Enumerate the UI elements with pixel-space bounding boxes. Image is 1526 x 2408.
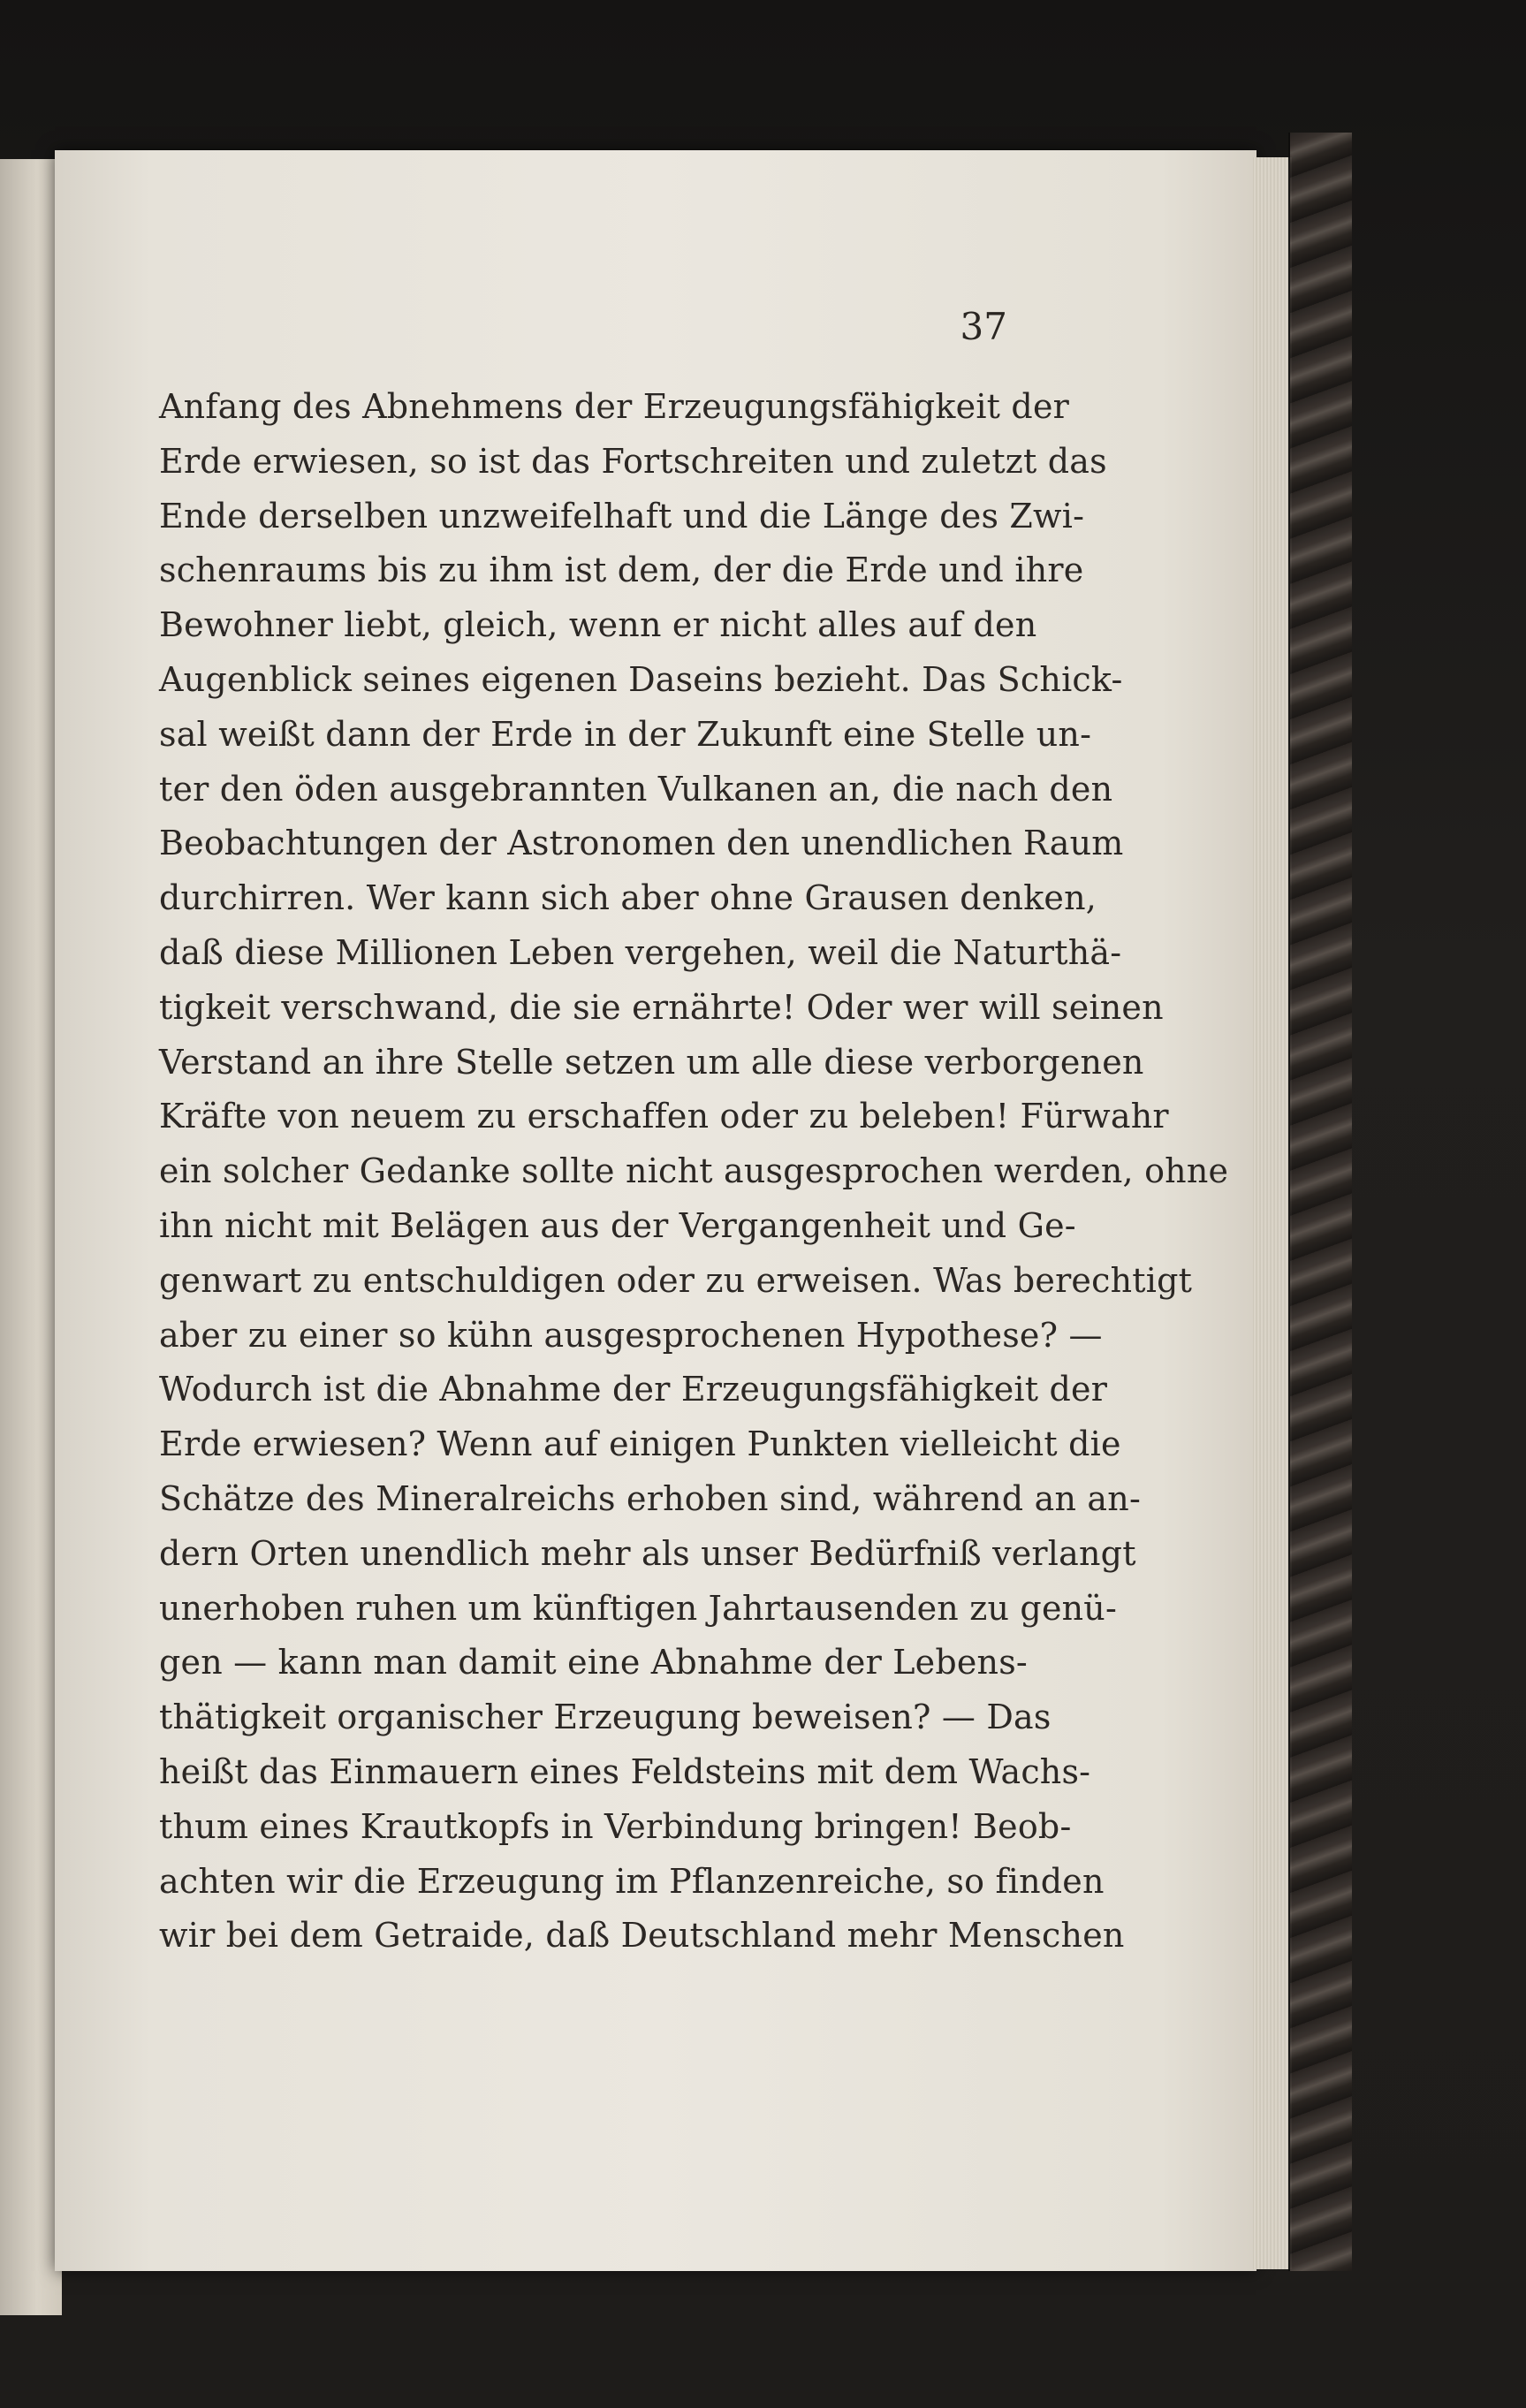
text-line: Kräfte von neuem zu erschaffen oder zu beleben! Fürwahr [159,1097,1169,1136]
text-line: dern Orten unendlich mehr als unser Bedürfniß verlangt [159,1533,1136,1573]
body-text [159,380,1229,1964]
text-line: thum eines Krautkopfs in Verbindung bringen! Beob- [159,1806,1072,1846]
text-line: Bewohner liebt, gleich, wenn er nicht alles auf den [159,605,1037,645]
text-line: aber zu einer so kühn ausgesprochenen Hypothese? — [159,1315,1103,1355]
facing-page-edge [0,159,62,2315]
text-line: schenraums bis zu ihm ist dem, der die Erde und ihre [159,551,1084,590]
text-line: Schätze des Mineralreichs erhoben sind, während an an- [159,1478,1141,1518]
text-line: Wodurch ist die Abnahme der Erzeugungsfähigkeit der [159,1370,1108,1409]
text-line: thätigkeit organischer Erzeugung beweisen? — Das [159,1698,1051,1737]
text-line: ihn nicht mit Belägen aus der Vergangenheit und Ge- [159,1205,1076,1245]
text-line: Augenblick seines eigenen Daseins bezieht. Das Schick- [159,659,1123,699]
text-line: daß diese Millionen Leben vergehen, weil die Naturthä- [159,932,1122,972]
text-line: ter den öden ausgebrannten Vulkanen an, die nach den [159,769,1113,809]
text-line: genwart zu entschuldigen oder zu erweisen. Was berechtigt [159,1260,1193,1300]
marbled-cover-edge [1288,133,1352,2271]
text-line: heißt das Einmauern eines Feldsteins mit dem Wachs- [159,1751,1091,1791]
text-line: sal weißt dann der Erde in der Zukunft eine Stelle un- [159,714,1092,754]
text-line: Verstand an ihre Stelle setzen um alle diese verborgenen [159,1042,1144,1082]
page-number: 37 [960,305,1007,348]
text-line: Ende derselben unzweifelhaft und die Länge des Zwi- [159,496,1085,536]
text-line: durchirren. Wer kann sich aber ohne Grausen denken, [159,878,1097,918]
page-stack-edge [1253,157,1292,2269]
text-line: Anfang des Abnehmens der Erzeugungsfähigkeit der [159,387,1069,426]
text-line: Erde erwiesen, so ist das Fortschreiten und zuletzt das [159,441,1107,481]
text-line: Erde erwiesen? Wenn auf einigen Punkten vielleicht die [159,1424,1121,1464]
text-line: unerhoben ruhen um künftigen Jahrtausenden zu genü- [159,1588,1118,1628]
text-line: wir bei dem Getraide, daß Deutschland mehr Menschen [159,1916,1125,1956]
text-line: tigkeit verschwand, die sie ernährte! Oder wer will seinen [159,987,1164,1027]
text-line: achten wir die Erzeugung im Pflanzenreiche, so finden [159,1861,1105,1901]
text-line: ein solcher Gedanke sollte nicht ausgesprochen werden, ohne [159,1151,1229,1191]
text-line: gen — kann man damit eine Abnahme der Lebens- [159,1643,1028,1683]
text-line: Beobachtungen der Astronomen den unendlichen Raum [159,824,1124,863]
